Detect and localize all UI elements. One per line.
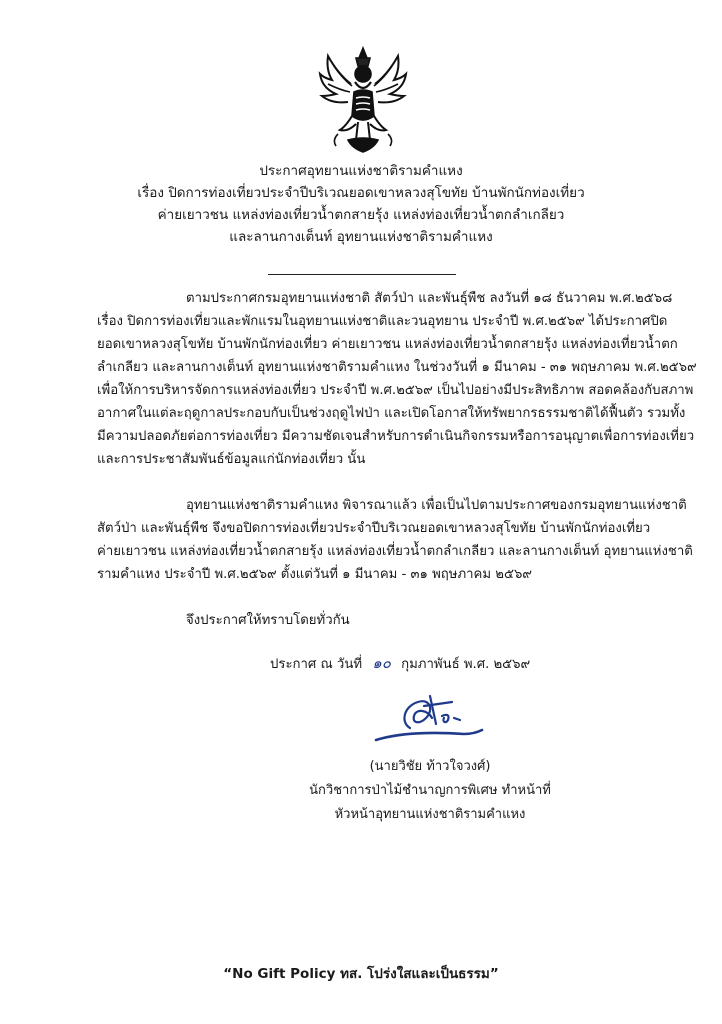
signatory-name: (นายวิชัย ท้าวใจวงศ์): [369, 759, 491, 774]
subject-line: ค่ายเยาวชน แหล่งท่องเที่ยวน้ำตกสายรุ้ง แหล่งท่องเที่ยวน้ำตกลำเกลียว: [157, 207, 565, 223]
announcement-date: [270, 655, 530, 673]
paragraph-line: และการประชาสัมพันธ์ข้อมูลแก่นักท่องเที่ยว นั้น: [97, 452, 366, 467]
paragraph-line: มีความปลอดภัยต่อการท่องเที่ยว มีความชัดเจนสำหรับการดำเนินกิจกรรมหรือการอนุญาตเพื่อการท่องเที่ยว: [97, 429, 695, 444]
garuda-emblem-icon: [318, 44, 408, 156]
date-month-year: กุมภาพันธ์ พ.ศ. ๒๕๖๙: [401, 657, 531, 672]
paragraph-line: ยอดเขาหลวงสุโขทัย บ้านพักนักท่องเที่ยว ค่ายเยาวชน แหล่งท่องเที่ยวน้ำตกสายรุ้ง แหล่งท่องเที่ยวน้ำตก: [97, 337, 678, 352]
no-gift-policy-footer: “No Gift Policy ทส. โปร่งใสและเป็นธรรม”: [223, 966, 499, 982]
date-prefix: ประกาศ ณ วันที่: [270, 657, 363, 672]
paragraph-line: อากาศในแต่ละฤดูกาลประกอบกับเป็นช่วงฤดูไฟป่า และเปิดโอกาสให้ทรัพยากรธรรมชาติได้ฟื้นตัว รวมทั้ง: [97, 406, 686, 421]
paragraph-line: ค่ายเยาวชน แหล่งท่องเที่ยวน้ำตกสายรุ้ง แหล่งท่องเที่ยวน้ำตกลำเกลียว และลานกางเต็นท์ อุทยานแห่งชาติ: [97, 544, 693, 559]
paragraph-line: ลำเกลียว และลานกางเต็นท์ อุทยานแห่งชาติรามคำแหง ในช่วงวันที่ ๑ มีนาคม - ๓๑ พฤษภาคม พ.ศ.๒๕๖๙: [97, 360, 697, 375]
subject-line: เรื่อง ปิดการท่องเที่ยวประจำปีบริเวณยอดเขาหลวงสุโขทัย บ้านพักนักท่องเที่ยว: [137, 185, 585, 201]
announcement-title: ประกาศอุทยานแห่งชาติรามคำแหง: [259, 163, 463, 179]
paragraph-line: เพื่อให้การบริหารจัดการแหล่งท่องเที่ยว ประจำปี พ.ศ.๒๕๖๙ เป็นไปอย่างมีประสิทธิภาพ สอดคล้องกับสภาพ: [97, 383, 694, 398]
paragraph-line: สัตว์ป่า และพันธุ์พืช จึงขอปิดการท่องเที่ยวประจำปีบริเวณยอดเขาหลวงสุโขทัย บ้านพักนักท่องเที่ยว: [97, 521, 651, 536]
paragraph-line: รามคำแหง ประจำปี พ.ศ.๒๕๖๙ ตั้งแต่วันที่ ๑ มีนาคม - ๓๑ พฤษภาคม ๒๕๖๙: [97, 567, 532, 582]
paragraph-line: เรื่อง ปิดการท่องเที่ยวและพักแรมในอุทยานแห่งชาติและวนอุทยาน ประจำปี พ.ศ.๒๕๖๙ ได้ประกาศปิด: [97, 314, 668, 329]
signatory-position: นักวิชาการป่าไม้ชำนาญการพิเศษ ทำหน้าที่: [309, 783, 551, 798]
paragraph-line: ตามประกาศกรมอุทยานแห่งชาติ สัตว์ป่า และพันธุ์พืช ลงวันที่ ๑๘ ธันวาคม พ.ศ.๒๕๖๘: [186, 291, 673, 306]
closing-statement: จึงประกาศให้ทราบโดยทั่วกัน: [186, 613, 350, 628]
date-day-handwritten: ๑๐: [372, 654, 391, 672]
subject-line: และลานกางเต็นท์ อุทยานแห่งชาติรามคำแหง: [229, 229, 493, 245]
signature: [372, 688, 492, 754]
signatory-role: หัวหน้าอุทยานแห่งชาติรามคำแหง: [334, 807, 526, 822]
paragraph-line: อุทยานแห่งชาติรามคำแหง พิจารณาแล้ว เพื่อเป็นไปตามประกาศของกรมอุทยานแห่งชาติ: [186, 498, 687, 513]
title-divider: [268, 274, 456, 275]
